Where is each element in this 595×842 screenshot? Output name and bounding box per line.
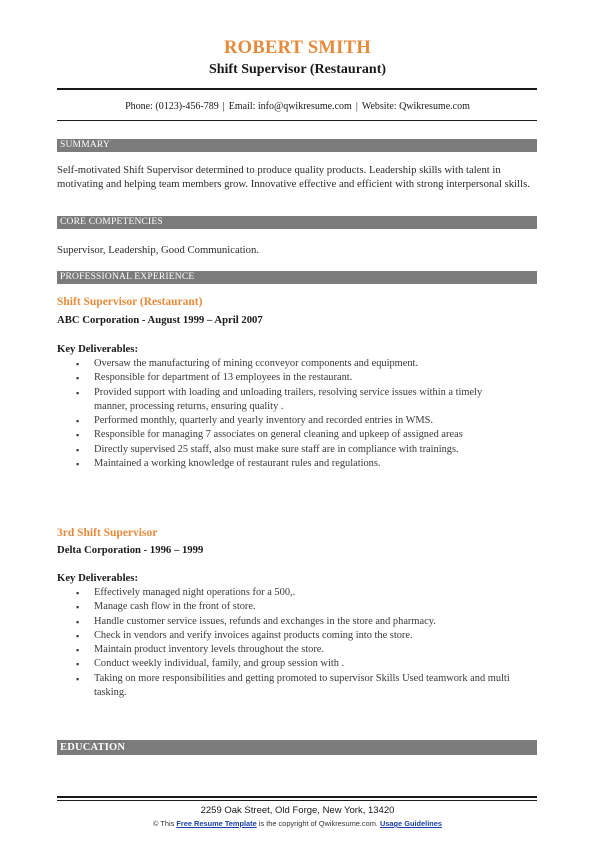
list-item: ▪ Check in vendors and verify invoices against products coming into the store. <box>76 629 516 643</box>
usage-guidelines-link[interactable]: Usage Guidelines <box>379 819 443 828</box>
header-divider-top <box>57 88 537 90</box>
job-title: 3rd Shift Supervisor <box>57 527 158 539</box>
list-item: ▪ Performed monthly, quarterly and yearly inventory and recorded entries in WMS. <box>76 414 516 428</box>
candidate-title: Shift Supervisor (Restaurant) <box>208 62 387 77</box>
job-bullets <box>76 586 516 700</box>
list-item: ▪ Maintain product inventory levels throughout the store. <box>76 643 516 657</box>
free-resume-template-link[interactable]: Free Resume Template <box>176 819 257 828</box>
list-item: ▪ Directly supervised 25 staff, also must make sure staff are in compliance with trainings. <box>76 443 516 457</box>
competencies-heading: CORE COMPETENCIES <box>57 216 537 229</box>
footer-copyright <box>0 819 595 828</box>
contact-separator: | <box>355 101 358 112</box>
summary-heading: SUMMARY <box>57 139 537 152</box>
contact-line <box>0 101 595 112</box>
list-item: ▪ Responsible for managing 7 associates on general cleaning and upkeep of assigned areas <box>76 428 516 442</box>
contact-phone: Phone: (0123)-456-789 <box>125 101 219 112</box>
key-deliverables-label: Key Deliverables: <box>57 572 139 584</box>
contact-email: Email: info@qwikresume.com <box>228 101 352 112</box>
contact-website: Website: Qwikresume.com <box>361 101 470 112</box>
education-heading: EDUCATION <box>57 740 537 755</box>
copyright-middle: is the copyright of Qwikresume.com. <box>258 819 378 828</box>
footer-divider-top <box>57 796 537 798</box>
list-item: ▪ Conduct weekly individual, family, and group session with . <box>76 657 516 671</box>
list-item: ▪ Oversaw the manufacturing of mining cconveyor components and equipment. <box>76 357 516 371</box>
job-title: Shift Supervisor (Restaurant) <box>57 296 203 308</box>
contact-separator: | <box>222 101 225 112</box>
key-deliverables-label: Key Deliverables: <box>57 343 139 355</box>
list-item: ▪ Responsible for department of 13 employees in the restaurant. <box>76 371 516 385</box>
list-item: ▪ Handle customer service issues, refunds and exchanges in the store and pharmacy. <box>76 615 516 629</box>
list-item: ▪ Manage cash flow in the front of store. <box>76 600 516 614</box>
footer-address: 2259 Oak Street, Old Forge, New York, 13420 <box>200 805 395 816</box>
job-bullets <box>76 357 516 471</box>
copyright-prefix: © This <box>152 819 175 828</box>
list-item: ▪ Maintained a working knowledge of restaurant rules and regulations. <box>76 457 516 471</box>
list-item: ▪ Effectively managed night operations for a 500,. <box>76 586 516 600</box>
list-item: ▪ Taking on more responsibilities and getting promoted to supervisor Skills Used teamwork and multi tasking. <box>76 672 516 701</box>
job-company: ABC Corporation - August 1999 – April 2007 <box>57 314 263 326</box>
summary-text: Self-motivated Shift Supervisor determined to produce quality products. Leadership skills with talent in motivating and helping team members grow. Innovative effective and efficient with strong interpersonal skills. <box>57 164 530 191</box>
footer-divider-bottom <box>57 800 537 801</box>
competencies-text: Supervisor, Leadership, Good Communication. <box>57 244 260 256</box>
header-divider-bottom <box>57 120 537 121</box>
candidate-name: ROBERT SMITH <box>223 38 372 58</box>
experience-heading: PROFESSIONAL EXPERIENCE <box>57 271 537 284</box>
job-company: Delta Corporation - 1996 – 1999 <box>57 544 204 556</box>
list-item: ▪ Provided support with loading and unloading trailers, resolving service issues within a timely manner, processing returns, ensuring quality . <box>76 386 516 415</box>
